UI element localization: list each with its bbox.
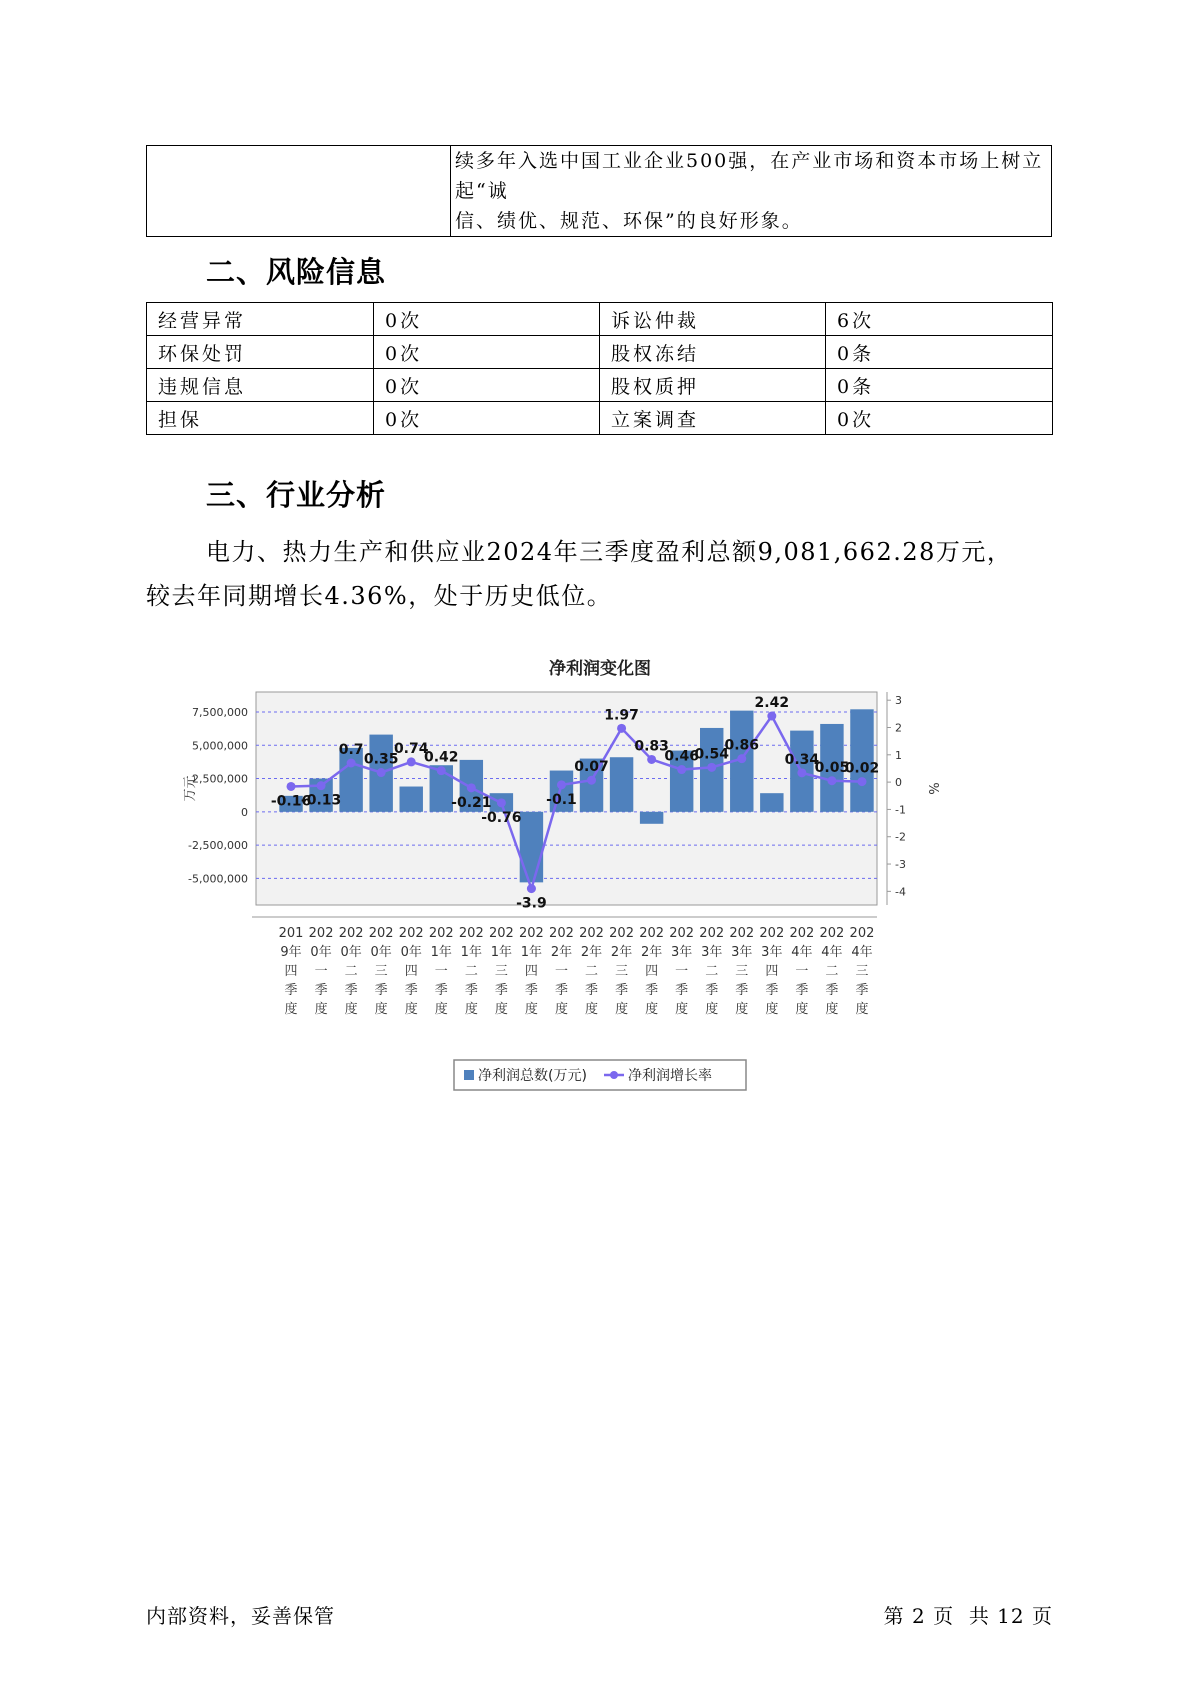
x-tick-label: 度 — [765, 1002, 779, 1017]
y2-tick-label: 0 — [895, 776, 902, 790]
x-tick-label: 季 — [855, 983, 869, 998]
x-tick-label: 季 — [434, 983, 448, 998]
y2-tick-label: -4 — [895, 885, 906, 899]
x-tick-label: 四 — [645, 964, 659, 979]
paragraph-line-1: 电力、热力生产和供应业2024年三季度盈利总额9,081,662.28万元， — [206, 538, 1013, 566]
growth-point — [437, 766, 446, 775]
x-tick-label: 季 — [374, 983, 388, 998]
growth-point — [467, 783, 476, 792]
x-tick-label: 202 — [669, 926, 695, 941]
x-tick-label: 季 — [825, 983, 839, 998]
x-tick-label: 季 — [705, 983, 719, 998]
x-tick-label: 季 — [645, 983, 659, 998]
x-tick-label: 度 — [855, 1002, 869, 1017]
growth-point — [617, 724, 626, 733]
growth-point — [557, 780, 566, 789]
y2-tick-label: -2 — [895, 830, 906, 844]
plot-area — [188, 692, 906, 1017]
x-tick-label: 度 — [344, 1002, 358, 1017]
x-tick-label: 一 — [675, 964, 689, 979]
table-row — [147, 402, 1053, 435]
x-tick-label: 三 — [855, 964, 869, 979]
x-tick-label: 度 — [825, 1002, 839, 1017]
x-tick-label: 2年 — [550, 945, 573, 960]
x-tick-label: 季 — [524, 983, 538, 998]
y2-tick-label: 3 — [895, 694, 902, 708]
y2-tick-label: 2 — [895, 721, 902, 735]
risk-label: 诉讼仲裁 — [600, 303, 826, 336]
x-tick-label: 0年 — [400, 945, 422, 960]
growth-point — [767, 712, 776, 721]
x-tick-label: 季 — [404, 983, 418, 998]
x-tick-label: 202 — [428, 926, 454, 941]
growth-data-label: -0.1 — [546, 791, 577, 808]
x-tick-label: 一 — [554, 964, 568, 979]
x-tick-label: 202 — [819, 926, 845, 941]
description-line-2: 信、绩优、规范、环保”的良好形象。 — [455, 210, 803, 232]
x-tick-label: 度 — [464, 1002, 478, 1017]
growth-data-label: 0.86 — [724, 737, 760, 754]
growth-data-label: 0.7 — [338, 742, 364, 758]
description-line-1: 续多年入选中国工业企业500强，在产业市场和资本市场上树立起“诚 — [455, 150, 1044, 202]
x-tick-label: 季 — [554, 983, 568, 998]
risk-value: 0次 — [374, 336, 600, 369]
x-tick-label: 度 — [585, 1002, 599, 1017]
x-tick-label: 4年 — [851, 945, 873, 960]
table-row — [147, 369, 1053, 402]
growth-data-label: -0.13 — [300, 792, 342, 809]
x-tick-label: 四 — [284, 964, 298, 979]
x-tick-label: 二 — [464, 964, 478, 979]
growth-data-label: 0.46 — [664, 748, 699, 765]
x-tick-label: 1年 — [520, 945, 543, 960]
growth-point — [347, 759, 356, 768]
x-tick-label: 一 — [314, 964, 328, 979]
growth-data-label: 0.54 — [694, 746, 729, 763]
x-tick-label: 202 — [729, 926, 755, 941]
x-tick-label: 三 — [494, 964, 508, 979]
y2-tick-label: -1 — [895, 803, 906, 817]
x-tick-label: 三 — [735, 964, 749, 979]
x-tick-label: 4年 — [791, 945, 813, 960]
x-tick-label: 季 — [735, 983, 749, 998]
x-tick-label: 季 — [494, 983, 508, 998]
footer-confidential: 内部资料，妥善保管 — [146, 1604, 335, 1628]
x-tick-label: 4年 — [821, 945, 843, 960]
y2-axis-label: % — [925, 782, 940, 795]
chart-title: 净利润变化图 — [549, 659, 651, 679]
x-tick-label: 四 — [404, 964, 418, 979]
growth-point — [827, 776, 836, 785]
growth-data-label: 1.97 — [604, 707, 639, 724]
growth-data-label: -0.16 — [270, 793, 312, 810]
y2-tick-label: 1 — [895, 748, 902, 762]
x-tick-label: 二 — [705, 964, 719, 979]
x-tick-label: 0年 — [370, 945, 392, 960]
growth-point — [647, 755, 656, 764]
x-tick-label: 度 — [705, 1002, 719, 1017]
table-row — [147, 303, 1053, 336]
x-tick-label: 度 — [735, 1002, 749, 1017]
risk-value: 0次 — [374, 369, 600, 402]
x-tick-label: 度 — [675, 1002, 689, 1017]
x-tick-label: 202 — [609, 926, 634, 941]
x-tick-label: 202 — [849, 926, 875, 941]
x-tick-label: 2年 — [580, 945, 603, 960]
x-tick-label: 四 — [524, 964, 538, 979]
growth-data-label: 0.05 — [814, 759, 850, 776]
x-tick-label: 度 — [645, 1002, 659, 1017]
x-tick-label: 季 — [615, 983, 629, 998]
x-tick-label: 度 — [404, 1002, 418, 1017]
legend-swatch-marker — [610, 1071, 618, 1079]
y-tick-label: 5,000,000 — [192, 739, 248, 753]
x-tick-label: 201 — [278, 926, 304, 941]
x-tick-label: 季 — [314, 983, 328, 998]
risk-value: 0条 — [826, 336, 1053, 369]
growth-data-label: -3.9 — [516, 895, 547, 912]
industry-paragraph — [146, 530, 1056, 618]
risk-value: 0次 — [374, 303, 600, 336]
risk-value: 0条 — [826, 369, 1053, 402]
x-tick-label: 度 — [494, 1002, 508, 1017]
x-tick-label: 202 — [338, 926, 364, 941]
section-title-industry: 三、行业分析 — [206, 478, 387, 512]
table-cell-description — [451, 146, 1052, 237]
risk-label: 担保 — [147, 402, 374, 435]
footer-page-number — [884, 1600, 1053, 1629]
table-row — [147, 336, 1053, 369]
legend-swatch-bar — [464, 1070, 474, 1080]
risk-label: 股权冻结 — [600, 336, 826, 369]
table-row — [147, 146, 1052, 237]
x-tick-label: 度 — [795, 1002, 809, 1017]
x-tick-label: 3年 — [671, 945, 693, 960]
growth-data-label: 0.74 — [393, 740, 429, 757]
growth-point — [587, 776, 596, 785]
growth-data-label: 0.34 — [784, 751, 820, 768]
x-tick-label: 季 — [795, 983, 809, 998]
x-tick-label: 季 — [585, 983, 599, 998]
y-tick-label: 2,500,000 — [192, 772, 248, 786]
bar — [760, 793, 783, 812]
x-tick-label: 一 — [434, 964, 448, 979]
x-tick-label: 202 — [519, 926, 544, 941]
risk-label: 经营异常 — [147, 303, 374, 336]
y2-tick-label: -3 — [895, 858, 906, 872]
risk-label: 股权质押 — [600, 369, 826, 402]
bar — [640, 812, 663, 824]
bar — [520, 812, 543, 883]
x-tick-label: 三 — [374, 964, 388, 979]
y-tick-label: -5,000,000 — [188, 872, 248, 886]
profile-table-continuation — [146, 145, 1052, 237]
risk-label: 环保处罚 — [147, 336, 374, 369]
risk-label: 违规信息 — [147, 369, 374, 402]
legend-label-growth: 净利润增长率 — [628, 1068, 712, 1084]
x-tick-label: 202 — [789, 926, 815, 941]
y-tick-label: -2,500,000 — [188, 839, 248, 853]
growth-point — [857, 777, 866, 786]
growth-data-label: 0.83 — [634, 738, 669, 755]
growth-data-label: 0.02 — [844, 760, 880, 777]
x-tick-label: 度 — [284, 1002, 298, 1017]
x-tick-label: 0年 — [340, 945, 362, 960]
x-tick-label: 2年 — [610, 945, 633, 960]
x-tick-label: 度 — [615, 1002, 629, 1017]
x-tick-label: 度 — [374, 1002, 388, 1017]
x-tick-label: 202 — [368, 926, 394, 941]
x-tick-label: 三 — [615, 964, 629, 979]
page-number-text: 第 2 页 共 12 页 — [883, 1604, 1053, 1628]
x-tick-label: 1年 — [490, 945, 513, 960]
growth-point — [407, 757, 416, 766]
x-tick-label: 1年 — [460, 945, 482, 960]
risk-label: 立案调查 — [600, 402, 826, 435]
x-tick-label: 季 — [284, 983, 298, 998]
growth-data-label: -0.76 — [481, 809, 522, 826]
growth-data-label: 0.07 — [574, 759, 609, 776]
x-tick-label: 202 — [398, 926, 424, 941]
bar — [610, 757, 633, 812]
section-title-risk: 二、风险信息 — [206, 255, 387, 289]
growth-point — [377, 768, 386, 777]
chart-legend — [454, 1060, 746, 1090]
x-tick-label: 3年 — [761, 945, 783, 960]
growth-point — [317, 781, 326, 790]
paragraph-line-2: 较去年同期增长4.36%，处于历史低位。 — [146, 582, 613, 610]
x-tick-label: 度 — [434, 1002, 448, 1017]
x-tick-label: 1年 — [430, 945, 452, 960]
growth-point — [527, 884, 536, 893]
y-tick-label: 7,500,000 — [192, 705, 248, 719]
x-tick-label: 四 — [765, 964, 779, 979]
x-tick-label: 二 — [585, 964, 599, 979]
table-cell-empty — [147, 146, 451, 237]
growth-data-label: 2.42 — [754, 695, 790, 712]
x-tick-label: 202 — [699, 926, 725, 941]
x-tick-label: 202 — [458, 926, 484, 941]
x-tick-label: 一 — [795, 964, 809, 979]
x-tick-label: 二 — [344, 964, 358, 979]
x-tick-label: 202 — [488, 926, 514, 941]
growth-point — [737, 754, 746, 763]
bar — [400, 787, 423, 812]
x-tick-label: 3年 — [701, 945, 723, 960]
growth-point — [287, 782, 296, 791]
x-tick-label: 3年 — [731, 945, 753, 960]
growth-point — [677, 765, 686, 774]
x-tick-label: 202 — [549, 926, 574, 941]
x-tick-label: 202 — [639, 926, 665, 941]
growth-data-label: 0.42 — [424, 749, 459, 766]
x-tick-label: 2年 — [640, 945, 663, 960]
risk-value: 0次 — [374, 402, 600, 435]
x-tick-label: 季 — [765, 983, 779, 998]
x-tick-label: 季 — [344, 983, 358, 998]
growth-point — [497, 798, 506, 807]
risk-info-table — [146, 302, 1053, 435]
y-axis-label: 万元 — [183, 775, 198, 802]
x-tick-label: 季 — [464, 983, 478, 998]
x-tick-label: 季 — [675, 983, 689, 998]
net-profit-chart — [180, 648, 1000, 1098]
x-tick-label: 0年 — [310, 945, 332, 960]
x-tick-label: 9年 — [280, 945, 302, 960]
x-tick-label: 二 — [825, 964, 839, 979]
growth-point — [797, 768, 806, 777]
x-tick-label: 度 — [314, 1002, 328, 1017]
x-tick-label: 度 — [524, 1002, 538, 1017]
risk-value: 0次 — [826, 402, 1053, 435]
x-tick-label: 202 — [579, 926, 604, 941]
x-tick-label: 202 — [759, 926, 785, 941]
risk-value: 6次 — [826, 303, 1053, 336]
growth-data-label: 0.35 — [363, 751, 399, 768]
x-tick-label: 度 — [554, 1002, 568, 1017]
x-tick-label: 202 — [308, 926, 334, 941]
legend-label-profit: 净利润总数(万元) — [478, 1068, 587, 1084]
growth-point — [707, 763, 716, 772]
growth-data-label: -0.21 — [451, 794, 492, 811]
y-tick-label: 0 — [241, 805, 248, 819]
